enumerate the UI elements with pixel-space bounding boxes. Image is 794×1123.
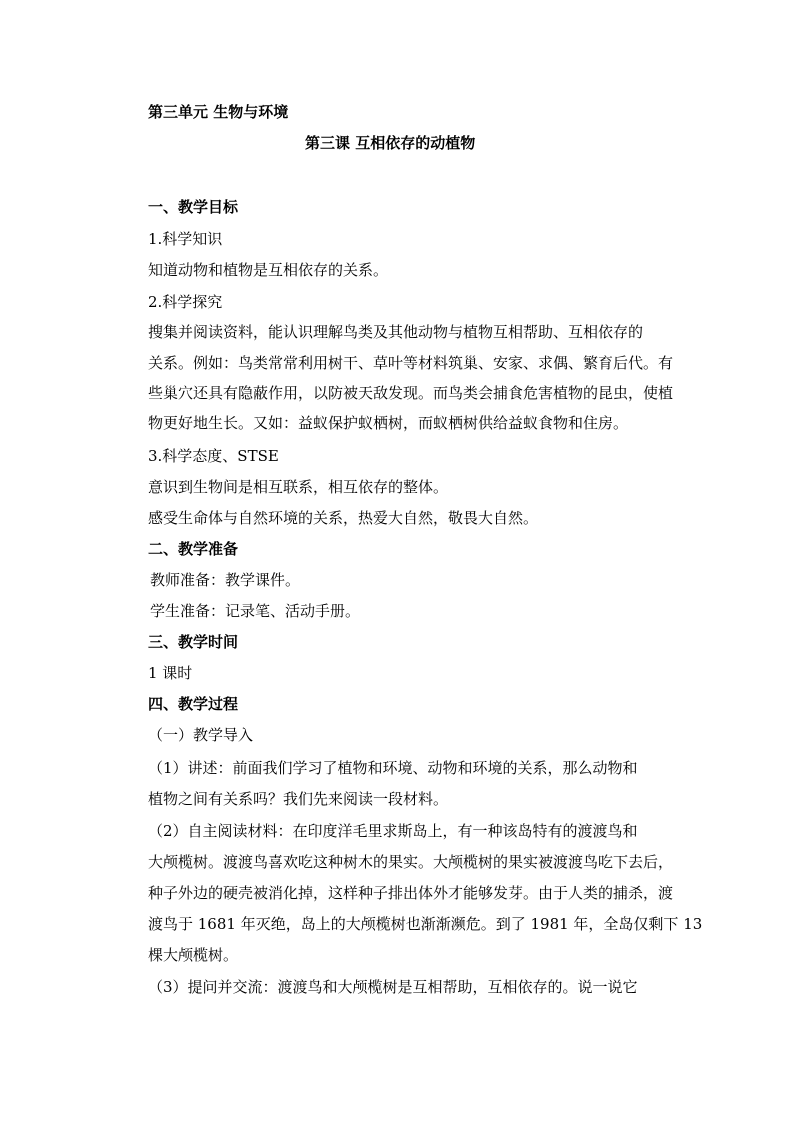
section-heading-time: 三、教学时间 <box>148 633 239 651</box>
teacher-preparation: 教师准备：教学课件。 <box>150 571 301 589</box>
section-heading-preparation: 二、教学准备 <box>148 540 239 558</box>
paragraph-intro-line: 植物之间有关系吗？我们先来阅读一段材料。 <box>148 790 449 808</box>
subheading-knowledge: 1.科学知识 <box>148 230 223 248</box>
paragraph-inquiry-line: 关系。例如：鸟类常常利用树干、草叶等材料筑巢、安家、求偶、繁育后代。有 <box>148 354 674 372</box>
paragraph-reading-line: 大颅榄树。渡渡鸟喜欢吃这种树木的果实。大颅榄树的果实被渡渡鸟吃下去后， <box>148 853 674 871</box>
paragraph-inquiry-line: 物更好地生长。又如：益蚁保护蚁栖树，而蚁栖树供给益蚁食物和住房。 <box>148 414 629 432</box>
paragraph-reading-line: （2）自主阅读材料：在印度洋毛里求斯岛上，有一种该岛特有的渡渡鸟和 <box>148 822 638 840</box>
subheading-attitude: 3.科学态度、STSE <box>148 447 279 465</box>
paragraph-reading-line: 渡鸟于 1681 年灭绝，岛上的大颅榄树也渐渐濒危。到了 1981 年，全岛仅剩下 13 <box>148 915 703 933</box>
paragraph-reading-line: 棵大颅榄树。 <box>148 946 239 964</box>
student-preparation: 学生准备：记录笔、活动手册。 <box>150 602 361 620</box>
unit-title: 第三单元 生物与环境 <box>148 103 289 121</box>
paragraph-reading-line: 种子外边的硬壳被消化掉，这样种子排出体外才能够发芽。由于人类的捕杀，渡 <box>148 884 674 902</box>
paragraph-question-line: （3）提问并交流：渡渡鸟和大颅榄树是互相帮助，互相依存的。说一说它 <box>148 978 638 996</box>
section-heading-objectives: 一、教学目标 <box>148 198 239 216</box>
lesson-title: 第三课 互相依存的动植物 <box>305 134 476 152</box>
paragraph-attitude-line: 感受生命体与自然环境的关系，热爱大自然，敬畏大自然。 <box>148 509 539 527</box>
subheading-introduction: （一）教学导入 <box>148 726 254 744</box>
lesson-time: 1 课时 <box>148 664 193 682</box>
paragraph-inquiry-line: 些巢穴还具有隐蔽作用，以防被天敌发现。而鸟类会捕食危害植物的昆虫，使植 <box>148 384 674 402</box>
subheading-inquiry: 2.科学探究 <box>148 293 223 311</box>
paragraph-knowledge: 知道动物和植物是互相依存的关系。 <box>148 261 389 279</box>
paragraph-intro-line: （1）讲述：前面我们学习了植物和环境、动物和环境的关系，那么动物和 <box>148 759 638 777</box>
paragraph-inquiry-line: 搜集并阅读资料，能认识理解鸟类及其他动物与植物互相帮助、互相依存的 <box>148 323 644 341</box>
paragraph-attitude-line: 意识到生物间是相互联系，相互依存的整体。 <box>148 478 449 496</box>
section-heading-process: 四、教学过程 <box>148 695 239 713</box>
